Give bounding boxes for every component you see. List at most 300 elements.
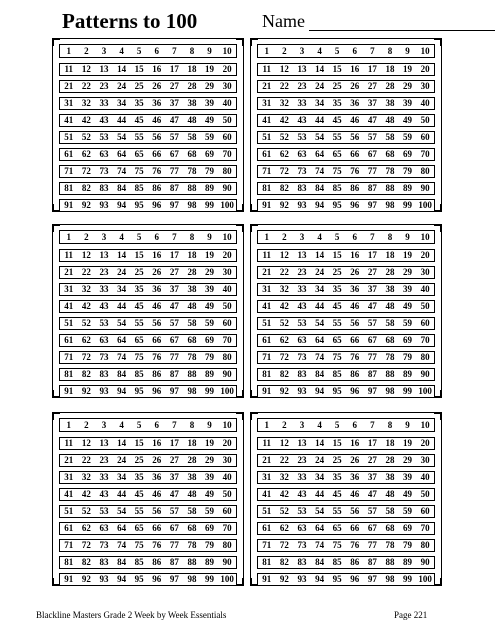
number-cell: 89 bbox=[403, 183, 413, 193]
number-cell: 22 bbox=[81, 81, 91, 91]
number-cell: 21 bbox=[262, 267, 272, 277]
number-cell: 19 bbox=[205, 250, 215, 260]
number-cell: 88 bbox=[385, 183, 395, 193]
number-cell: 84 bbox=[315, 183, 325, 193]
grid-row bbox=[257, 317, 435, 330]
number-cell: 29 bbox=[403, 455, 413, 465]
number-cell: 40 bbox=[222, 472, 232, 482]
number-cell: 50 bbox=[420, 115, 430, 125]
number-cell: 96 bbox=[152, 200, 162, 210]
number-cell: 56 bbox=[152, 318, 162, 328]
grid-row bbox=[59, 522, 237, 535]
number-cell: 54 bbox=[315, 318, 325, 328]
number-cell: 16 bbox=[152, 250, 162, 260]
number-cell: 42 bbox=[279, 301, 289, 311]
number-cell: 61 bbox=[262, 335, 272, 345]
number-cell: 1 bbox=[264, 419, 270, 430]
number-cell: 15 bbox=[332, 250, 342, 260]
number-cell: 50 bbox=[420, 301, 430, 311]
number-cell: 37 bbox=[367, 98, 377, 108]
corner-mark bbox=[434, 204, 442, 212]
number-cell: 16 bbox=[152, 438, 162, 448]
number-cell: 82 bbox=[279, 369, 289, 379]
number-cell: 60 bbox=[420, 132, 430, 142]
number-grid bbox=[59, 44, 237, 212]
number-cell: 18 bbox=[385, 64, 395, 74]
hundreds-chart-panel bbox=[250, 412, 442, 586]
number-cell: 61 bbox=[64, 149, 74, 159]
number-cell: 38 bbox=[187, 472, 197, 482]
number-cell: 23 bbox=[297, 455, 307, 465]
number-cell: 4 bbox=[317, 45, 322, 56]
number-cell: 53 bbox=[297, 506, 307, 516]
number-cell: 6 bbox=[154, 231, 160, 242]
grid-row bbox=[59, 351, 237, 364]
number-cell: 39 bbox=[205, 98, 215, 108]
number-cell: 100 bbox=[220, 386, 234, 396]
number-cell: 91 bbox=[262, 200, 272, 210]
number-cell: 45 bbox=[332, 115, 342, 125]
number-cell: 54 bbox=[117, 318, 127, 328]
number-cell: 6 bbox=[352, 231, 358, 242]
grid-row bbox=[59, 249, 237, 262]
number-cell: 34 bbox=[315, 472, 325, 482]
hundreds-chart-panel bbox=[250, 38, 442, 212]
number-cell: 17 bbox=[367, 64, 377, 74]
number-cell: 44 bbox=[315, 489, 325, 499]
number-cell: 66 bbox=[152, 523, 162, 533]
number-cell: 9 bbox=[207, 231, 212, 242]
number-cell: 1 bbox=[66, 419, 72, 430]
number-cell: 90 bbox=[222, 369, 232, 379]
number-cell: 85 bbox=[134, 369, 144, 379]
number-cell: 75 bbox=[332, 540, 342, 550]
number-cell: 20 bbox=[420, 64, 430, 74]
number-cell: 24 bbox=[315, 267, 325, 277]
number-cell: 5 bbox=[334, 231, 340, 242]
grid-row bbox=[257, 573, 435, 586]
number-cell: 39 bbox=[205, 284, 215, 294]
number-cell: 81 bbox=[64, 557, 74, 567]
grid-row bbox=[59, 131, 237, 144]
number-cell: 14 bbox=[315, 64, 325, 74]
number-cell: 71 bbox=[64, 540, 74, 550]
number-cell: 75 bbox=[134, 166, 144, 176]
number-cell: 96 bbox=[152, 574, 162, 584]
number-cell: 16 bbox=[152, 64, 162, 74]
number-cell: 23 bbox=[99, 267, 109, 277]
grid-row bbox=[257, 199, 435, 212]
number-cell: 35 bbox=[332, 284, 342, 294]
number-cell: 30 bbox=[420, 455, 430, 465]
number-cell: 70 bbox=[222, 335, 232, 345]
number-cell: 13 bbox=[99, 438, 109, 448]
number-cell: 40 bbox=[222, 98, 232, 108]
number-cell: 15 bbox=[332, 438, 342, 448]
number-cell: 94 bbox=[117, 386, 127, 396]
number-cell: 53 bbox=[99, 318, 109, 328]
number-cell: 64 bbox=[117, 335, 127, 345]
number-cell: 68 bbox=[187, 523, 197, 533]
number-cell: 15 bbox=[134, 438, 144, 448]
number-cell: 13 bbox=[297, 250, 307, 260]
number-cell: 7 bbox=[370, 45, 375, 56]
number-cell: 48 bbox=[187, 301, 197, 311]
number-cell: 19 bbox=[205, 64, 215, 74]
number-cell: 86 bbox=[350, 557, 360, 567]
number-cell: 1 bbox=[264, 45, 270, 56]
number-cell: 55 bbox=[134, 132, 144, 142]
number-cell: 66 bbox=[350, 335, 360, 345]
number-cell: 73 bbox=[297, 540, 307, 550]
number-cell: 21 bbox=[64, 455, 74, 465]
number-cell: 31 bbox=[262, 98, 272, 108]
number-cell: 79 bbox=[205, 352, 215, 362]
number-cell: 20 bbox=[222, 250, 232, 260]
number-cell: 16 bbox=[350, 250, 360, 260]
number-cell: 7 bbox=[370, 419, 375, 430]
grid-row bbox=[59, 488, 237, 501]
number-cell: 58 bbox=[385, 318, 395, 328]
number-cell: 43 bbox=[297, 301, 307, 311]
number-cell: 34 bbox=[117, 472, 127, 482]
number-cell: 83 bbox=[99, 369, 109, 379]
number-cell: 36 bbox=[350, 472, 360, 482]
number-cell: 63 bbox=[297, 149, 307, 159]
number-cell: 65 bbox=[134, 149, 144, 159]
number-cell: 27 bbox=[367, 267, 377, 277]
number-cell: 96 bbox=[350, 200, 360, 210]
number-cell: 33 bbox=[99, 472, 109, 482]
number-cell: 14 bbox=[117, 64, 127, 74]
grid-row bbox=[59, 44, 237, 58]
number-cell: 43 bbox=[99, 301, 109, 311]
number-cell: 45 bbox=[134, 115, 144, 125]
number-cell: 63 bbox=[99, 335, 109, 345]
grid-row bbox=[257, 539, 435, 552]
number-cell: 54 bbox=[315, 132, 325, 142]
number-cell: 65 bbox=[134, 523, 144, 533]
number-cell: 84 bbox=[315, 557, 325, 567]
number-cell: 19 bbox=[403, 64, 413, 74]
number-cell: 97 bbox=[367, 200, 377, 210]
number-cell: 89 bbox=[205, 557, 215, 567]
number-cell: 14 bbox=[117, 438, 127, 448]
number-cell: 67 bbox=[169, 335, 179, 345]
number-cell: 72 bbox=[279, 540, 289, 550]
number-cell: 95 bbox=[332, 574, 342, 584]
number-cell: 5 bbox=[334, 419, 340, 430]
number-cell: 4 bbox=[317, 231, 322, 242]
number-cell: 26 bbox=[350, 455, 360, 465]
number-cell: 100 bbox=[418, 574, 432, 584]
number-cell: 77 bbox=[169, 540, 179, 550]
number-cell: 77 bbox=[169, 352, 179, 362]
number-cell: 76 bbox=[350, 540, 360, 550]
number-cell: 71 bbox=[64, 166, 74, 176]
number-cell: 96 bbox=[350, 574, 360, 584]
hundreds-chart-panel bbox=[52, 412, 244, 586]
number-cell: 6 bbox=[154, 419, 160, 430]
number-cell: 87 bbox=[367, 557, 377, 567]
number-cell: 93 bbox=[99, 574, 109, 584]
number-cell: 55 bbox=[332, 506, 342, 516]
number-cell: 17 bbox=[169, 438, 179, 448]
number-cell: 55 bbox=[134, 318, 144, 328]
number-cell: 31 bbox=[262, 472, 272, 482]
grid-row bbox=[59, 368, 237, 381]
number-cell: 50 bbox=[222, 115, 232, 125]
number-cell: 49 bbox=[403, 115, 413, 125]
number-cell: 61 bbox=[64, 523, 74, 533]
number-cell: 12 bbox=[279, 64, 289, 74]
number-cell: 16 bbox=[350, 64, 360, 74]
number-cell: 24 bbox=[315, 81, 325, 91]
number-cell: 26 bbox=[350, 267, 360, 277]
grid-row bbox=[59, 539, 237, 552]
number-cell: 22 bbox=[81, 455, 91, 465]
number-cell: 5 bbox=[334, 45, 340, 56]
number-cell: 20 bbox=[222, 64, 232, 74]
corner-mark bbox=[434, 578, 442, 586]
number-cell: 82 bbox=[279, 183, 289, 193]
number-cell: 75 bbox=[332, 352, 342, 362]
number-cell: 94 bbox=[315, 574, 325, 584]
number-cell: 69 bbox=[403, 335, 413, 345]
number-cell: 33 bbox=[99, 284, 109, 294]
number-cell: 17 bbox=[367, 438, 377, 448]
number-cell: 73 bbox=[99, 540, 109, 550]
number-cell: 38 bbox=[385, 98, 395, 108]
number-cell: 100 bbox=[418, 200, 432, 210]
number-cell: 78 bbox=[187, 352, 197, 362]
number-cell: 54 bbox=[315, 506, 325, 516]
number-cell: 49 bbox=[403, 301, 413, 311]
grid-row bbox=[257, 283, 435, 296]
number-cell: 86 bbox=[350, 369, 360, 379]
number-cell: 65 bbox=[332, 149, 342, 159]
number-cell: 90 bbox=[222, 557, 232, 567]
number-cell: 66 bbox=[350, 523, 360, 533]
number-cell: 29 bbox=[205, 81, 215, 91]
grid-row bbox=[59, 317, 237, 330]
number-cell: 87 bbox=[169, 557, 179, 567]
number-cell: 56 bbox=[350, 132, 360, 142]
number-cell: 50 bbox=[222, 301, 232, 311]
number-cell: 68 bbox=[385, 149, 395, 159]
number-cell: 80 bbox=[420, 540, 430, 550]
number-cell: 84 bbox=[117, 369, 127, 379]
number-cell: 79 bbox=[403, 540, 413, 550]
number-cell: 18 bbox=[187, 250, 197, 260]
number-cell: 92 bbox=[279, 574, 289, 584]
number-cell: 49 bbox=[205, 489, 215, 499]
number-cell: 65 bbox=[332, 335, 342, 345]
grid-row bbox=[257, 131, 435, 144]
number-cell: 78 bbox=[187, 166, 197, 176]
number-cell: 44 bbox=[315, 301, 325, 311]
grid-row bbox=[257, 522, 435, 535]
number-cell: 57 bbox=[169, 132, 179, 142]
number-cell: 72 bbox=[81, 352, 91, 362]
number-cell: 27 bbox=[367, 81, 377, 91]
number-cell: 89 bbox=[403, 557, 413, 567]
number-cell: 78 bbox=[385, 540, 395, 550]
number-cell: 39 bbox=[403, 284, 413, 294]
number-cell: 12 bbox=[279, 250, 289, 260]
number-cell: 87 bbox=[169, 183, 179, 193]
number-cell: 43 bbox=[297, 115, 307, 125]
number-cell: 45 bbox=[134, 489, 144, 499]
number-cell: 96 bbox=[152, 386, 162, 396]
number-cell: 69 bbox=[205, 523, 215, 533]
number-cell: 79 bbox=[403, 352, 413, 362]
number-cell: 28 bbox=[187, 455, 197, 465]
number-cell: 8 bbox=[189, 45, 195, 56]
number-cell: 42 bbox=[81, 489, 91, 499]
number-cell: 82 bbox=[81, 183, 91, 193]
number-cell: 36 bbox=[152, 472, 162, 482]
number-cell: 43 bbox=[99, 489, 109, 499]
number-cell: 82 bbox=[81, 369, 91, 379]
number-cell: 13 bbox=[99, 250, 109, 260]
number-cell: 42 bbox=[279, 115, 289, 125]
number-cell: 10 bbox=[420, 231, 430, 242]
number-cell: 51 bbox=[262, 506, 272, 516]
number-cell: 40 bbox=[420, 284, 430, 294]
number-cell: 83 bbox=[297, 557, 307, 567]
number-cell: 30 bbox=[222, 81, 232, 91]
number-cell: 31 bbox=[64, 98, 74, 108]
number-cell: 9 bbox=[207, 419, 212, 430]
number-cell: 99 bbox=[205, 386, 215, 396]
number-cell: 44 bbox=[117, 115, 127, 125]
number-cell: 78 bbox=[385, 166, 395, 176]
number-cell: 53 bbox=[297, 132, 307, 142]
number-cell: 69 bbox=[205, 335, 215, 345]
number-cell: 40 bbox=[222, 284, 232, 294]
number-cell: 52 bbox=[279, 132, 289, 142]
number-cell: 19 bbox=[403, 250, 413, 260]
number-cell: 57 bbox=[169, 506, 179, 516]
number-cell: 59 bbox=[403, 132, 413, 142]
number-cell: 63 bbox=[297, 523, 307, 533]
number-cell: 43 bbox=[297, 489, 307, 499]
number-cell: 28 bbox=[187, 81, 197, 91]
number-cell: 67 bbox=[367, 523, 377, 533]
number-cell: 83 bbox=[99, 183, 109, 193]
number-cell: 25 bbox=[332, 267, 342, 277]
number-cell: 52 bbox=[279, 318, 289, 328]
number-cell: 54 bbox=[117, 132, 127, 142]
number-cell: 55 bbox=[332, 318, 342, 328]
number-cell: 76 bbox=[350, 352, 360, 362]
number-cell: 7 bbox=[172, 231, 177, 242]
number-cell: 45 bbox=[332, 489, 342, 499]
number-cell: 71 bbox=[262, 166, 272, 176]
number-cell: 59 bbox=[205, 132, 215, 142]
grid-row bbox=[257, 488, 435, 501]
number-cell: 91 bbox=[64, 200, 74, 210]
number-cell: 46 bbox=[350, 301, 360, 311]
number-cell: 75 bbox=[134, 352, 144, 362]
number-cell: 9 bbox=[405, 45, 410, 56]
number-cell: 27 bbox=[169, 455, 179, 465]
number-cell: 51 bbox=[262, 318, 272, 328]
number-cell: 51 bbox=[262, 132, 272, 142]
number-cell: 62 bbox=[279, 523, 289, 533]
corner-mark bbox=[236, 224, 244, 232]
number-cell: 95 bbox=[134, 200, 144, 210]
number-cell: 4 bbox=[119, 45, 124, 56]
number-cell: 47 bbox=[169, 489, 179, 499]
number-cell: 50 bbox=[420, 489, 430, 499]
number-cell: 3 bbox=[101, 419, 107, 430]
number-cell: 1 bbox=[264, 231, 270, 242]
number-cell: 45 bbox=[134, 301, 144, 311]
number-cell: 11 bbox=[64, 64, 74, 74]
number-cell: 26 bbox=[350, 81, 360, 91]
number-cell: 86 bbox=[152, 557, 162, 567]
number-cell: 80 bbox=[420, 352, 430, 362]
number-cell: 50 bbox=[222, 489, 232, 499]
corner-mark bbox=[434, 412, 442, 420]
number-cell: 39 bbox=[403, 472, 413, 482]
number-cell: 93 bbox=[297, 386, 307, 396]
number-cell: 41 bbox=[262, 301, 272, 311]
grid-row bbox=[257, 230, 435, 244]
number-cell: 12 bbox=[81, 438, 91, 448]
number-cell: 57 bbox=[367, 318, 377, 328]
number-cell: 13 bbox=[297, 438, 307, 448]
number-cell: 14 bbox=[315, 438, 325, 448]
number-cell: 69 bbox=[403, 149, 413, 159]
number-cell: 51 bbox=[64, 132, 74, 142]
number-cell: 97 bbox=[169, 200, 179, 210]
number-cell: 78 bbox=[187, 540, 197, 550]
number-cell: 34 bbox=[117, 284, 127, 294]
number-cell: 21 bbox=[64, 81, 74, 91]
grid-row bbox=[257, 454, 435, 467]
number-cell: 32 bbox=[81, 472, 91, 482]
number-cell: 66 bbox=[350, 149, 360, 159]
number-cell: 23 bbox=[99, 81, 109, 91]
number-cell: 38 bbox=[187, 98, 197, 108]
number-cell: 37 bbox=[367, 284, 377, 294]
number-cell: 71 bbox=[64, 352, 74, 362]
number-cell: 26 bbox=[152, 455, 162, 465]
number-cell: 26 bbox=[152, 267, 162, 277]
grid-row bbox=[59, 334, 237, 347]
number-cell: 67 bbox=[169, 523, 179, 533]
number-cell: 41 bbox=[262, 489, 272, 499]
grid-row bbox=[257, 63, 435, 76]
number-cell: 49 bbox=[205, 115, 215, 125]
number-cell: 7 bbox=[172, 419, 177, 430]
grid-row bbox=[257, 418, 435, 432]
number-cell: 93 bbox=[99, 200, 109, 210]
number-cell: 59 bbox=[403, 318, 413, 328]
number-cell: 35 bbox=[134, 284, 144, 294]
grid-row bbox=[257, 368, 435, 381]
number-cell: 53 bbox=[297, 318, 307, 328]
number-cell: 51 bbox=[64, 318, 74, 328]
number-cell: 11 bbox=[64, 250, 74, 260]
number-cell: 70 bbox=[222, 149, 232, 159]
number-cell: 33 bbox=[99, 98, 109, 108]
number-cell: 90 bbox=[420, 557, 430, 567]
number-cell: 9 bbox=[405, 419, 410, 430]
